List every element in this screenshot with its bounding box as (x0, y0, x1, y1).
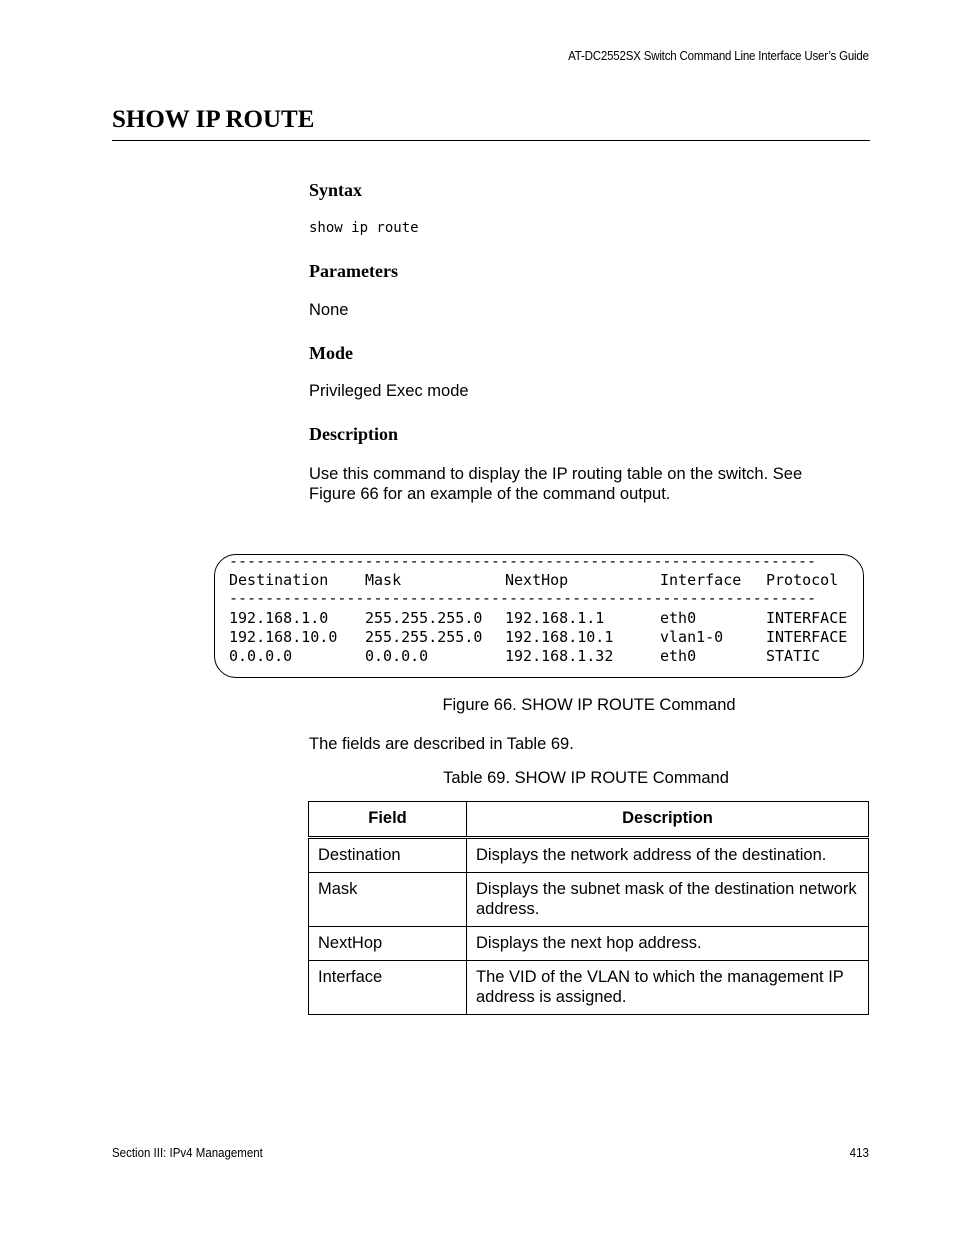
console-cell: INTERFACE (766, 609, 848, 627)
console-header-interface: Interface (660, 571, 742, 589)
table-cell-field: Mask (309, 873, 467, 927)
console-header-nexthop: NextHop (505, 571, 569, 589)
console-header-mask: Mask (365, 571, 402, 589)
console-cell: INTERFACE (766, 628, 848, 646)
description-line-2: Figure 66 for an example of the command output. (309, 485, 671, 503)
table-row (309, 927, 869, 961)
console-cell: vlan1-0 (660, 628, 724, 646)
table-cell-field: Destination (309, 838, 467, 873)
table-row (309, 838, 869, 873)
console-cell: 0.0.0.0 (365, 647, 429, 665)
console-cell: STATIC (766, 647, 821, 665)
console-cell: 192.168.10.0 (229, 628, 338, 646)
console-cell: 0.0.0.0 (229, 647, 293, 665)
table-cell-description: Displays the subnet mask of the destination network address. (467, 873, 869, 927)
table-cell-field: Interface (309, 961, 467, 1015)
console-rule-mid: ----------------------------------------------------------------- (229, 589, 816, 607)
table-cell-description: The VID of the VLAN to which the management IP address is assigned. (467, 961, 869, 1015)
table-header-field: Field (309, 802, 467, 838)
console-header-protocol: Protocol (766, 571, 839, 589)
table-header-description: Description (467, 802, 869, 838)
table-row (309, 873, 869, 927)
fields-table (308, 801, 869, 1015)
console-cell: 255.255.255.0 (365, 609, 483, 627)
console-cell: 255.255.255.0 (365, 628, 483, 646)
syntax-command: show ip route (309, 220, 419, 236)
parameters-text: None (309, 301, 349, 319)
console-header-destination: Destination (229, 571, 329, 589)
mode-heading: Mode (309, 343, 353, 363)
console-cell: 192.168.1.1 (505, 609, 605, 627)
console-cell: 192.168.1.32 (505, 647, 614, 665)
page-title: SHOW IP ROUTE (112, 106, 315, 133)
console-cell: eth0 (660, 647, 697, 665)
description-line-1: Use this command to display the IP routing table on the switch. See (309, 465, 803, 483)
title-rule (112, 140, 870, 141)
description-heading: Description (309, 424, 398, 444)
table-cell-field: NextHop (309, 927, 467, 961)
footer-page-number: 413 (849, 1146, 869, 1160)
table-cell-description: Displays the next hop address. (467, 927, 869, 961)
console-cell: 192.168.10.1 (505, 628, 614, 646)
command-output-box (214, 554, 864, 678)
fields-intro: The fields are described in Table 69. (309, 735, 574, 753)
console-cell: eth0 (660, 609, 697, 627)
running-header: AT-DC2552SX Switch Command Line Interface User’s Guide (568, 49, 869, 63)
console-rule-top: ----------------------------------------------------------------- (229, 554, 816, 570)
table-caption: Table 69. SHOW IP ROUTE Command (443, 769, 729, 787)
mode-text: Privileged Exec mode (309, 382, 469, 400)
footer-section: Section III: IPv4 Management (112, 1146, 263, 1160)
table-header-row (309, 802, 869, 838)
console-cell: 192.168.1.0 (229, 609, 329, 627)
syntax-heading: Syntax (309, 180, 363, 200)
table-row (309, 961, 869, 1015)
figure-caption: Figure 66. SHOW IP ROUTE Command (442, 696, 736, 714)
parameters-heading: Parameters (309, 261, 398, 281)
table-cell-description: Displays the network address of the destination. (467, 838, 869, 873)
